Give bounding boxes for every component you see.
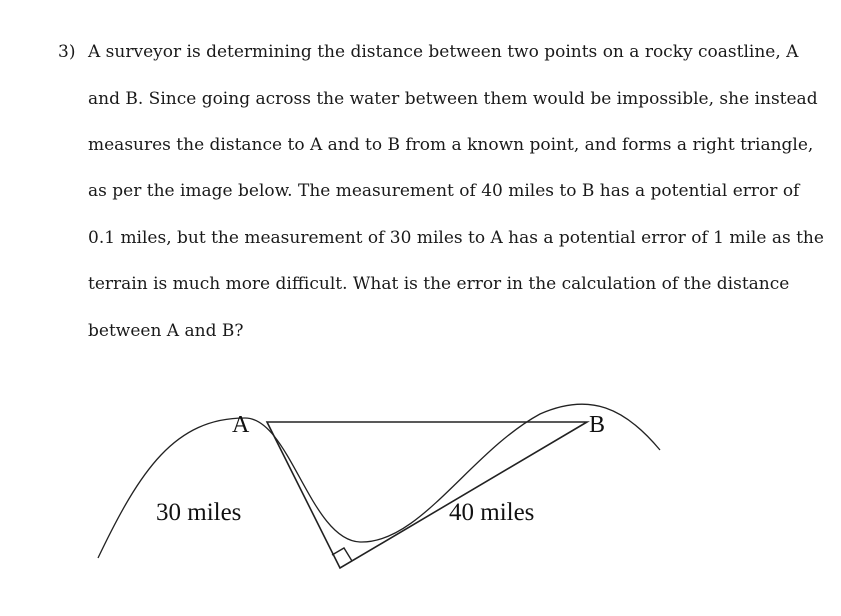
side-a-length-label: 30 miles <box>156 499 242 526</box>
problem-line-7: between A and B? <box>88 321 244 341</box>
point-b-label: B <box>589 412 606 438</box>
problem-line-2: and B. Since going across the water between them would be impossible, she instead <box>88 89 818 109</box>
right-triangle <box>267 422 587 568</box>
problem-line-1: A surveyor is determining the distance between two points on a rocky coastline, A <box>88 42 799 62</box>
problem-number: 3) <box>58 42 76 62</box>
coastline-curve <box>98 404 660 558</box>
side-b-length-label: 40 miles <box>449 499 535 526</box>
problem-line-6: terrain is much more difficult. What is the error in the calculation of the distance <box>88 274 790 294</box>
point-a-label: A <box>232 412 250 438</box>
problem-line-4: as per the image below. The measurement of 40 miles to B has a potential error of <box>88 181 800 201</box>
problem-line-5: 0.1 miles, but the measurement of 30 miles to A has a potential error of 1 mile as the <box>88 228 824 248</box>
problem-line-3: measures the distance to A and to B from a known point, and forms a right triangle, <box>88 135 814 155</box>
